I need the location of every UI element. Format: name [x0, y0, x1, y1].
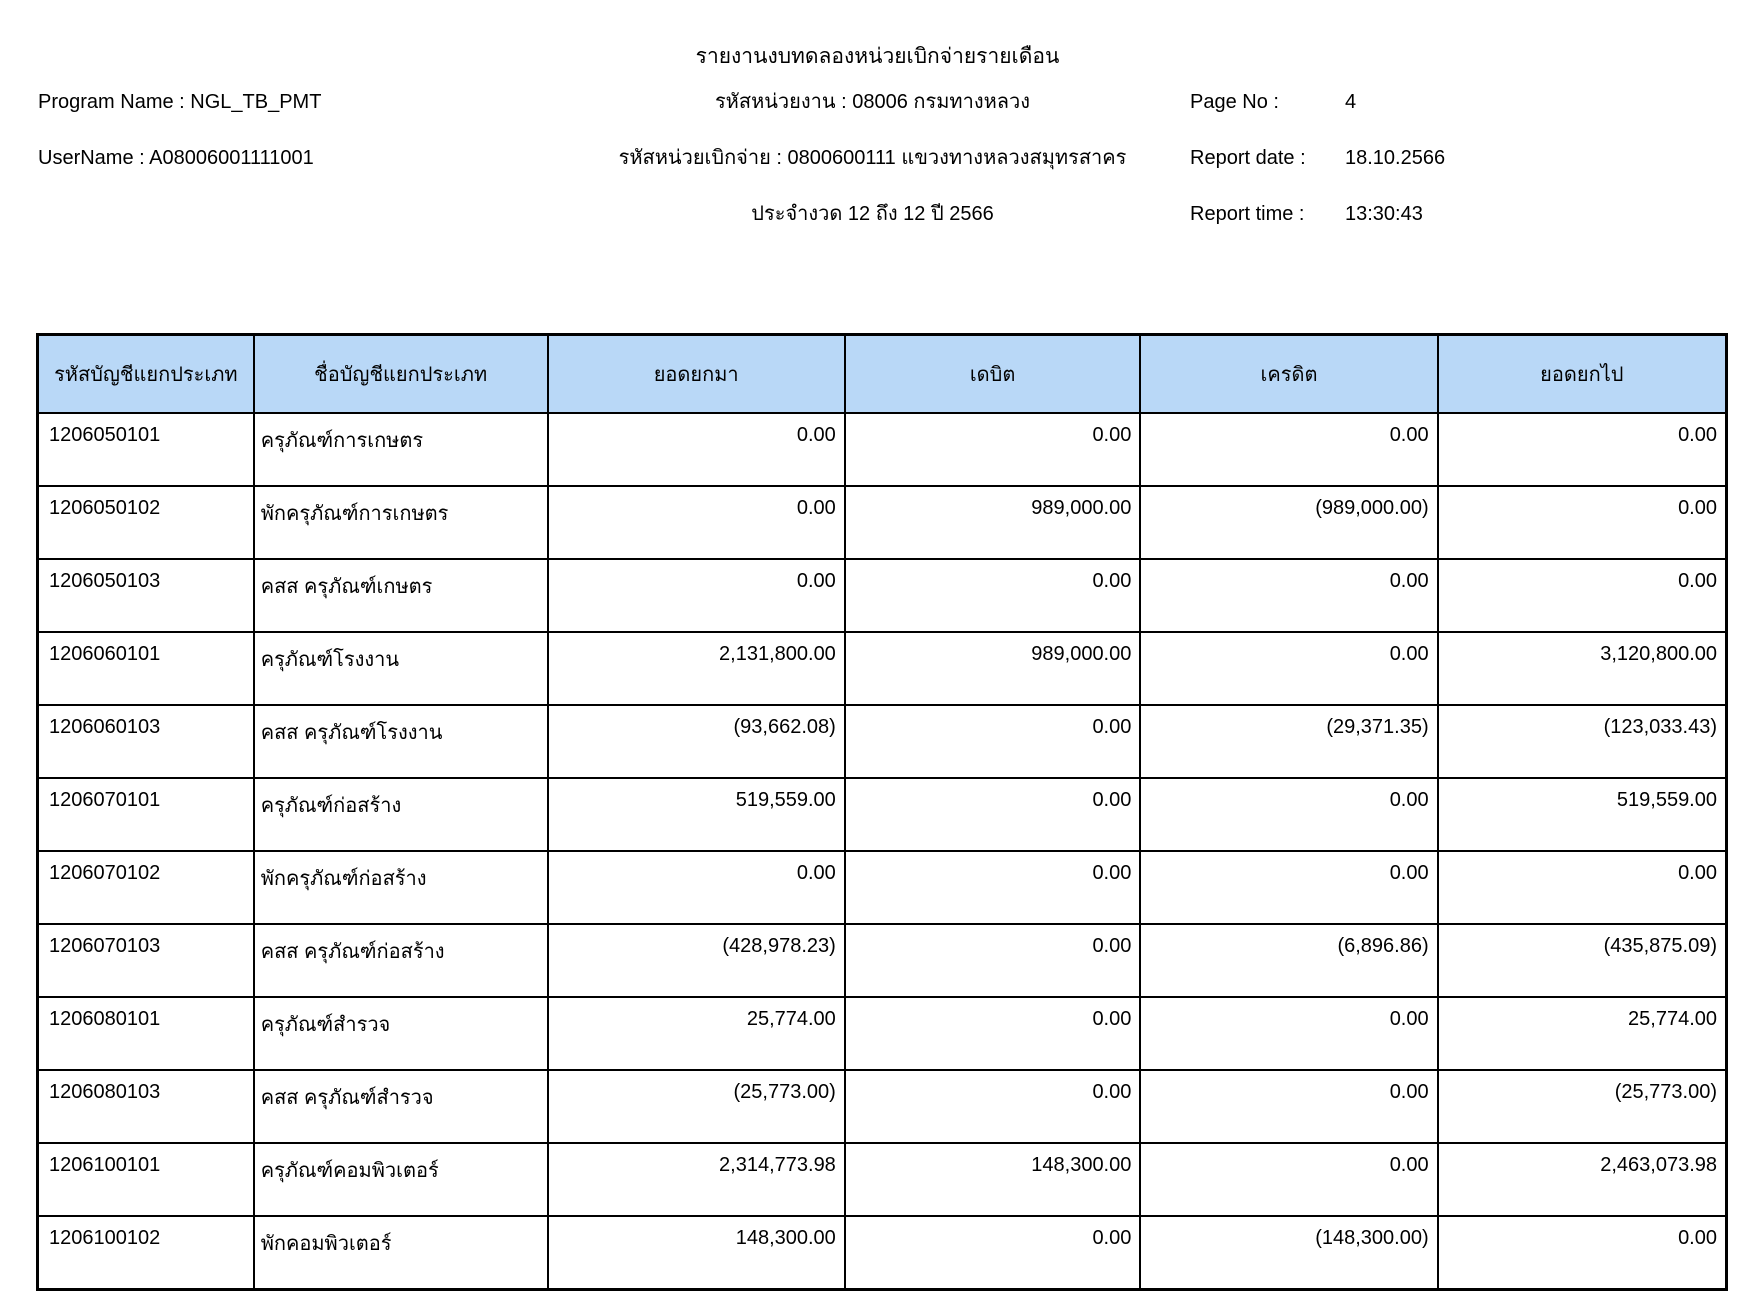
opening-balance-cell: 0.00 [548, 413, 845, 486]
closing-balance-cell: 25,774.00 [1438, 997, 1727, 1070]
table-header-row [38, 335, 1727, 414]
account-code-cell: 1206050102 [38, 486, 254, 559]
debit-cell: 0.00 [845, 559, 1141, 632]
account-name-cell: พักครุภัณฑ์ก่อสร้าง [254, 851, 548, 924]
credit-cell: (29,371.35) [1140, 705, 1437, 778]
account-name-cell: ครุภัณฑ์การเกษตร [254, 413, 548, 486]
debit-cell: 0.00 [845, 851, 1141, 924]
debit-cell: 0.00 [845, 1216, 1141, 1290]
opening-balance-cell: 2,131,800.00 [548, 632, 845, 705]
column-header-opening-balance: ยอดยกมา [548, 335, 845, 414]
account-code-cell: 1206100102 [38, 1216, 254, 1290]
period-line: ประจำงวด 12 ถึง 12 ปี 2566 [751, 203, 994, 225]
report-date-line [1190, 130, 1755, 186]
table-body [38, 413, 1727, 1290]
credit-cell: (989,000.00) [1140, 486, 1437, 559]
credit-cell: 0.00 [1140, 851, 1437, 924]
closing-balance-cell: 0.00 [1438, 1216, 1727, 1290]
report-time-value: 13:30:43 [1345, 203, 1423, 225]
opening-balance-cell: (25,773.00) [548, 1070, 845, 1143]
debit-cell: 0.00 [845, 1070, 1141, 1143]
report-header [0, 0, 1755, 242]
closing-balance-cell: 0.00 [1438, 851, 1727, 924]
table-row [38, 778, 1727, 851]
header-spacer [0, 186, 555, 242]
closing-balance-cell: (435,875.09) [1438, 924, 1727, 997]
credit-cell: 0.00 [1140, 632, 1437, 705]
closing-balance-cell: (25,773.00) [1438, 1070, 1727, 1143]
debit-cell: 0.00 [845, 413, 1141, 486]
opening-balance-cell: (428,978.23) [548, 924, 845, 997]
table-row [38, 924, 1727, 997]
closing-balance-cell: 0.00 [1438, 413, 1727, 486]
closing-balance-cell: 0.00 [1438, 486, 1727, 559]
account-code-cell: 1206070101 [38, 778, 254, 851]
account-name-cell: คสส ครุภัณฑ์สำรวจ [254, 1070, 548, 1143]
account-name-cell: คสส ครุภัณฑ์ก่อสร้าง [254, 924, 548, 997]
debit-cell: 0.00 [845, 778, 1141, 851]
report-title: รายงานงบทดลองหน่วยเบิกจ่ายรายเดือน [695, 45, 1060, 68]
credit-cell: (148,300.00) [1140, 1216, 1437, 1290]
trial-balance-table-container [36, 333, 1728, 1291]
closing-balance-cell: 0.00 [1438, 559, 1727, 632]
table-row [38, 851, 1727, 924]
debit-cell: 989,000.00 [845, 632, 1141, 705]
table-row [38, 632, 1727, 705]
column-header-credit: เครดิต [1140, 335, 1437, 414]
credit-cell: (6,896.86) [1140, 924, 1437, 997]
page-no-line [1190, 74, 1755, 130]
closing-balance-cell: 3,120,800.00 [1438, 632, 1727, 705]
closing-balance-cell: 2,463,073.98 [1438, 1143, 1727, 1216]
trial-balance-table [36, 333, 1728, 1291]
page-no-value: 4 [1345, 91, 1357, 113]
account-code-cell: 1206070103 [38, 924, 254, 997]
account-name-cell: พักคอมพิวเตอร์ [254, 1216, 548, 1290]
debit-cell: 989,000.00 [845, 486, 1141, 559]
account-code-cell: 1206080101 [38, 997, 254, 1070]
table-row [38, 413, 1727, 486]
account-name-cell: ครุภัณฑ์สำรวจ [254, 997, 548, 1070]
account-code-cell: 1206070102 [38, 851, 254, 924]
page-no-label: Page No : [1190, 91, 1279, 113]
credit-cell: 0.00 [1140, 559, 1437, 632]
table-row [38, 1216, 1727, 1290]
account-name-cell: ครุภัณฑ์ก่อสร้าง [254, 778, 548, 851]
account-name-cell: ครุภัณฑ์คอมพิวเตอร์ [254, 1143, 548, 1216]
account-code-cell: 1206100101 [38, 1143, 254, 1216]
table-row [38, 997, 1727, 1070]
table-row [38, 486, 1727, 559]
opening-balance-cell: 0.00 [548, 486, 845, 559]
credit-cell: 0.00 [1140, 778, 1437, 851]
closing-balance-cell: (123,033.43) [1438, 705, 1727, 778]
debit-cell: 0.00 [845, 705, 1141, 778]
account-code-cell: 1206050103 [38, 559, 254, 632]
account-name-cell: พักครุภัณฑ์การเกษตร [254, 486, 548, 559]
report-date-label: Report date : [1190, 147, 1306, 169]
opening-balance-cell: 25,774.00 [548, 997, 845, 1070]
credit-cell: 0.00 [1140, 1143, 1437, 1216]
disbursement-unit-line: รหัสหน่วยเบิกจ่าย : 0800600111 แขวงทางหลวงสมุทรสาคร [618, 147, 1127, 169]
table-row [38, 1070, 1727, 1143]
account-code-cell: 1206080103 [38, 1070, 254, 1143]
credit-cell: 0.00 [1140, 413, 1437, 486]
table-row [38, 559, 1727, 632]
opening-balance-cell: (93,662.08) [548, 705, 845, 778]
column-header-debit: เดบิต [845, 335, 1141, 414]
report-date-value: 18.10.2566 [1345, 147, 1446, 169]
account-name-cell: ครุภัณฑ์โรงงาน [254, 632, 548, 705]
opening-balance-cell: 519,559.00 [548, 778, 845, 851]
column-header-account-code: รหัสบัญชีแยกประเภท [38, 335, 254, 414]
opening-balance-cell: 2,314,773.98 [548, 1143, 845, 1216]
report-time-label: Report time : [1190, 203, 1305, 225]
account-code-cell: 1206060103 [38, 705, 254, 778]
account-name-cell: คสส ครุภัณฑ์โรงงาน [254, 705, 548, 778]
column-header-account-name: ชื่อบัญชีแยกประเภท [254, 335, 548, 414]
opening-balance-cell: 148,300.00 [548, 1216, 845, 1290]
opening-balance-cell: 0.00 [548, 559, 845, 632]
debit-cell: 148,300.00 [845, 1143, 1141, 1216]
debit-cell: 0.00 [845, 997, 1141, 1070]
debit-cell: 0.00 [845, 924, 1141, 997]
credit-cell: 0.00 [1140, 1070, 1437, 1143]
closing-balance-cell: 519,559.00 [1438, 778, 1727, 851]
column-header-closing-balance: ยอดยกไป [1438, 335, 1727, 414]
report-time-line [1190, 186, 1755, 242]
credit-cell: 0.00 [1140, 997, 1437, 1070]
opening-balance-cell: 0.00 [548, 851, 845, 924]
account-code-cell: 1206060101 [38, 632, 254, 705]
header-info-grid [0, 74, 1755, 242]
account-name-cell: คสส ครุภัณฑ์เกษตร [254, 559, 548, 632]
program-name-line: Program Name : NGL_TB_PMT [38, 91, 322, 113]
table-row [38, 705, 1727, 778]
account-code-cell: 1206050101 [38, 413, 254, 486]
username-line: UserName : A08006001111001 [38, 147, 314, 169]
table-row [38, 1143, 1727, 1216]
agency-line: รหัสหน่วยงาน : 08006 กรมทางหลวง [714, 91, 1031, 113]
